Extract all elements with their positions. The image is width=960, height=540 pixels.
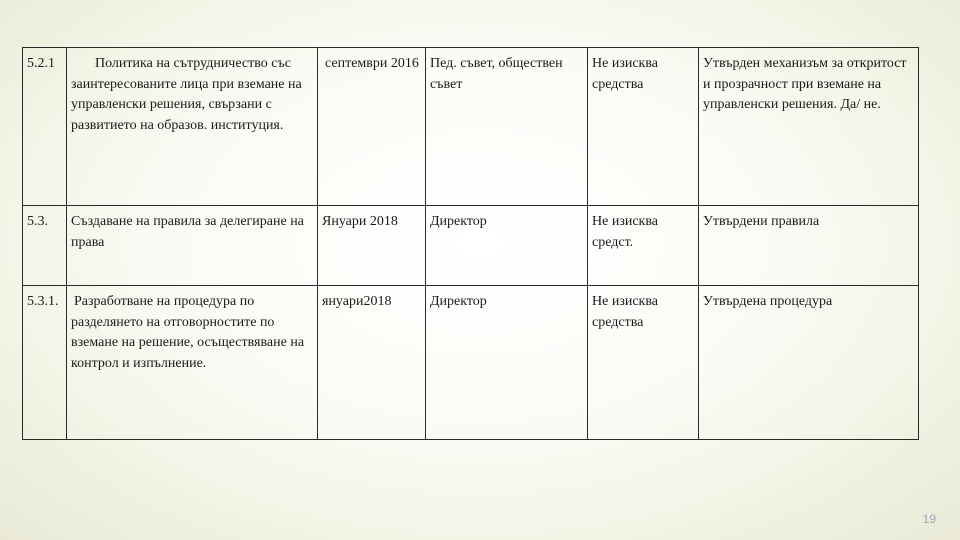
action-plan-table <box>22 47 919 440</box>
funding-cell: Не изисква средства <box>588 48 699 206</box>
funding-cell: Не изисква средства <box>588 286 699 440</box>
indicator-cell: Утвърдена процедура <box>699 286 919 440</box>
indicator-cell: Утвърдени правила <box>699 206 919 286</box>
activity-cell: Разработване на процедура по разделянето на отговорностите по вземане на решение, осъществяване на контрол и изпълнение. <box>67 286 318 440</box>
activity-cell: Политика на сътрудничество със заинтересованите лица при вземане на управленски решения, свързани с развитието на образов. институция. <box>67 48 318 206</box>
indicator-cell: Утвърден механизъм за откритост и прозрачност при вземане на управленски решения. Да/ не. <box>699 48 919 206</box>
term-cell: Януари 2018 <box>318 206 426 286</box>
term-cell: септември 2016 <box>318 48 426 206</box>
responsible-cell: Директор <box>426 206 588 286</box>
term-cell: януари2018 <box>318 286 426 440</box>
table-row <box>23 286 919 440</box>
activity-cell: Създаване на правила за делегиране на права <box>67 206 318 286</box>
responsible-cell: Пед. съвет, обществен съвет <box>426 48 588 206</box>
page-number: 19 <box>922 512 936 526</box>
row-number-cell: 5.3. <box>23 206 67 286</box>
table-row <box>23 206 919 286</box>
responsible-cell: Директор <box>426 286 588 440</box>
funding-cell: Не изисква средст. <box>588 206 699 286</box>
table-row <box>23 48 919 206</box>
row-number-cell: 5.2.1 <box>23 48 67 206</box>
row-number-cell: 5.3.1. <box>23 286 67 440</box>
